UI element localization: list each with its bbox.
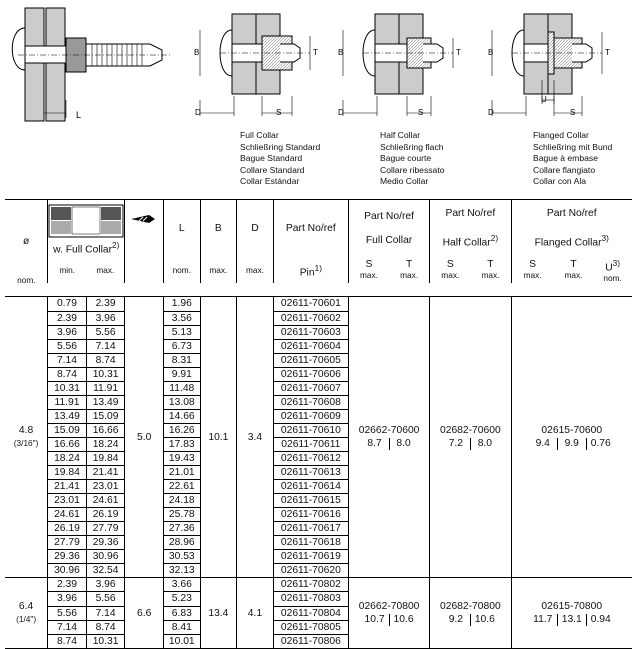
flanged-footnote: 3) — [601, 233, 609, 243]
cell-grip-max: 24.61 — [86, 494, 125, 508]
cell-l: 32.13 — [164, 564, 201, 578]
flanged-t: 13.1 — [561, 614, 582, 626]
half-collar-dims — [430, 437, 510, 450]
s-max: max. — [441, 270, 460, 281]
flanged-t: 9.9 — [564, 438, 579, 450]
header-part-no-flanged: Part No/ref — [546, 208, 597, 219]
cell-grip-min: 8.74 — [48, 367, 87, 381]
cell-pin: 02611-70611 — [273, 437, 348, 451]
cell-grip-max: 21.41 — [86, 466, 125, 480]
cell-l: 11.48 — [164, 381, 201, 395]
cell-grip-max: 32.54 — [86, 564, 125, 578]
header-diameter: ø — [5, 200, 48, 284]
cell-full-collar — [348, 297, 429, 578]
header-d-max: max. — [237, 257, 274, 283]
header-diam-nom: nom. — [17, 275, 36, 286]
full-collar-part: 02662-70800 — [358, 600, 420, 612]
caption-line: Schließring Standard — [240, 141, 321, 152]
header-flanged-t — [554, 257, 594, 283]
cell-pin: 02611-70612 — [273, 451, 348, 465]
full-collar-part: 02662-70600 — [358, 425, 420, 437]
header-full-collar-label: Full Collar — [365, 234, 413, 246]
cell-grip-max: 26.19 — [86, 508, 125, 522]
header-flanged-u — [593, 257, 632, 283]
header-max: max. — [86, 257, 125, 283]
drawing-installation — [12, 8, 170, 121]
pin-label: Pin — [299, 267, 315, 279]
cell-pin: 02611-70614 — [273, 480, 348, 494]
cell-pin: 02611-70618 — [273, 536, 348, 550]
header-part-no-pin: Part No/ref — [273, 200, 348, 258]
header-part-no-half: Part No/ref — [445, 208, 496, 219]
t-max: max. — [564, 270, 583, 281]
cell-grip-max: 8.74 — [86, 620, 125, 634]
cell-grip-min: 8.74 — [48, 634, 87, 648]
dim-label-b: B — [194, 48, 200, 57]
dim-label-u-flanged: U — [541, 95, 547, 104]
cell-pin: 02611-70601 — [273, 297, 348, 311]
cell-grip-max: 16.66 — [86, 423, 125, 437]
cell-full-collar — [348, 578, 429, 648]
cell-grip-max: 30.96 — [86, 550, 125, 564]
caption-line: Half Collar — [380, 130, 421, 140]
caption-line: Flanged Collar — [533, 130, 589, 140]
cell-pin: 02611-70603 — [273, 325, 348, 339]
caption-line: Collare ribessato — [380, 164, 445, 175]
dim-label-t-half: T — [456, 48, 461, 57]
cell-grip-max: 13.49 — [86, 395, 125, 409]
cell-l: 8.31 — [164, 353, 201, 367]
flanged-u: 0.76 — [590, 438, 611, 450]
drawing-half-collar — [343, 14, 453, 116]
cell-grip-min: 5.56 — [48, 606, 87, 620]
flanged-collar-dims — [512, 437, 633, 450]
header-full-s — [348, 257, 389, 283]
cell-pin: 02611-70616 — [273, 508, 348, 522]
half-t: 10.6 — [474, 614, 495, 626]
cell-grip-max: 7.14 — [86, 339, 125, 353]
cell-pin: 02611-70609 — [273, 409, 348, 423]
cell-pin: 02611-70607 — [273, 381, 348, 395]
full-s: 8.7 — [367, 438, 382, 450]
caption-full-collar — [240, 130, 320, 188]
cell-grip-max: 5.56 — [86, 592, 125, 606]
full-s: 10.7 — [364, 614, 385, 626]
header-half-collar — [430, 200, 511, 258]
cell-grip-min: 7.14 — [48, 353, 87, 367]
cell-pin: 02611-70620 — [273, 564, 348, 578]
cell-l: 1.96 — [164, 297, 201, 311]
cell-grip-max: 15.09 — [86, 409, 125, 423]
caption-line: Collare flangiato — [533, 164, 596, 175]
cell-l: 17.83 — [164, 437, 201, 451]
t-label: T — [570, 259, 577, 271]
flanged-collar-dims — [512, 613, 633, 626]
cell-b: 10.1 — [200, 297, 237, 578]
table-row — [5, 297, 632, 311]
specification-table — [5, 199, 632, 649]
cell-l: 25.78 — [164, 508, 201, 522]
caption-line: Full Collar — [240, 130, 279, 140]
cell-pin: 02611-70803 — [273, 592, 348, 606]
header-part-no-full: Part No/ref — [364, 210, 414, 222]
cell-pin: 02611-70805 — [273, 620, 348, 634]
cell-grip-min: 16.66 — [48, 437, 87, 451]
half-footnote: 2) — [490, 233, 499, 243]
header-grip — [48, 200, 125, 258]
cell-grip-min: 11.91 — [48, 395, 87, 409]
dim-label-l: L — [76, 110, 82, 120]
cell-pin: 02611-70804 — [273, 606, 348, 620]
cell-diameter — [5, 578, 48, 648]
diameter-value: 6.4 — [18, 600, 34, 612]
caption-flanged-collar — [533, 130, 612, 188]
flanged-collar-part: 02615-70800 — [541, 600, 603, 612]
header-flanged-s — [511, 257, 554, 283]
cell-grip-min: 24.61 — [48, 508, 87, 522]
drawing-full-collar — [200, 14, 310, 116]
cell-l: 16.26 — [164, 423, 201, 437]
header-d: D — [237, 200, 274, 258]
s-label: S — [365, 259, 373, 271]
s-label: S — [446, 259, 454, 271]
s-max: max. — [360, 270, 378, 281]
cell-pin: 02611-70608 — [273, 395, 348, 409]
cell-pin: 02611-70602 — [273, 311, 348, 325]
grip-range-icon — [48, 204, 124, 238]
cell-grip-max: 11.91 — [86, 381, 125, 395]
dim-label-d: D — [195, 108, 201, 117]
pin-footnote: 1) — [314, 262, 322, 273]
diameter-fraction: (1/4") — [16, 614, 37, 625]
cell-grip-max: 2.39 — [86, 297, 125, 311]
cell-l: 30.53 — [164, 550, 201, 564]
cell-grip-min: 3.96 — [48, 592, 87, 606]
full-collar-dims — [349, 437, 429, 450]
t-label: T — [487, 259, 494, 271]
cell-pin: 02611-70806 — [273, 634, 348, 648]
flanged-collar-part: 02615-70600 — [541, 425, 603, 437]
dim-label-t: T — [313, 48, 318, 57]
cell-l: 3.56 — [164, 311, 201, 325]
cell-grip-max: 10.31 — [86, 634, 125, 648]
dim-label-s: S — [276, 108, 282, 117]
cell-grip-min: 2.39 — [48, 311, 87, 325]
table-body — [5, 297, 632, 648]
half-s: 7.2 — [448, 438, 464, 450]
cell-pin: 02611-70619 — [273, 550, 348, 564]
half-collar-dims — [430, 613, 510, 626]
full-t: 10.6 — [393, 614, 414, 626]
diameter-value: 4.8 — [18, 425, 34, 437]
cell-l: 28.96 — [164, 536, 201, 550]
header-pin — [273, 257, 348, 283]
grip-footnote: 2) — [112, 240, 120, 250]
cell-grip-max: 23.01 — [86, 480, 125, 494]
half-collar-part: 02682-70600 — [440, 425, 501, 437]
t-max: max. — [481, 270, 500, 281]
cell-pin: 02611-70617 — [273, 522, 348, 536]
header-flanged-collar — [511, 200, 632, 258]
t-max: max. — [400, 270, 419, 281]
header-drill-blank — [125, 257, 164, 283]
header-full-collar — [348, 200, 429, 258]
cell-pin: 02611-70605 — [273, 353, 348, 367]
u-nom: nom. — [603, 273, 622, 284]
cell-grip-min: 13.49 — [48, 409, 87, 423]
header-l: L — [164, 200, 201, 258]
cell-l: 8.41 — [164, 620, 201, 634]
dim-label-b-flanged: B — [488, 48, 494, 57]
t-label: T — [405, 259, 413, 271]
dim-label-s-half: S — [418, 108, 424, 117]
header-half-t — [470, 257, 511, 283]
cell-diameter — [5, 297, 48, 578]
cell-grip-min: 18.24 — [48, 451, 87, 465]
grip-label: w. Full Collar — [53, 244, 113, 256]
drawing-flanged-collar — [492, 14, 602, 116]
cell-l: 6.83 — [164, 606, 201, 620]
cell-drill: 5.0 — [125, 297, 164, 578]
u-label: U — [605, 262, 613, 274]
cell-grip-min: 0.79 — [48, 297, 87, 311]
cell-grip-max: 29.36 — [86, 536, 125, 550]
cell-l: 14.66 — [164, 409, 201, 423]
dim-label-s-flanged: S — [570, 108, 576, 117]
cell-grip-min: 21.41 — [48, 480, 87, 494]
cell-grip-max: 3.96 — [86, 578, 125, 592]
cell-pin: 02611-70610 — [273, 423, 348, 437]
header-b: B — [200, 200, 237, 258]
cell-l: 19.43 — [164, 451, 201, 465]
header-full-t — [389, 257, 430, 283]
half-t: 8.0 — [477, 438, 493, 450]
table-row — [5, 578, 632, 592]
cell-grip-min: 3.96 — [48, 325, 87, 339]
diameter-fraction: (3/16") — [13, 438, 39, 449]
cell-grip-min: 7.14 — [48, 620, 87, 634]
full-collar-dims — [349, 613, 429, 626]
cell-grip-min: 27.79 — [48, 536, 87, 550]
cell-l: 3.66 — [164, 578, 201, 592]
caption-line: Bague courte — [380, 153, 432, 164]
cell-grip-max: 10.31 — [86, 367, 125, 381]
cell-l: 27.36 — [164, 522, 201, 536]
cell-grip-min: 30.96 — [48, 564, 87, 578]
cell-drill: 6.6 — [125, 578, 164, 648]
flanged-s: 9.4 — [535, 438, 550, 450]
dim-label-d-half: D — [338, 108, 344, 117]
cell-grip-max: 19.84 — [86, 451, 125, 465]
cell-flanged-collar — [511, 578, 632, 648]
cell-grip-min: 29.36 — [48, 550, 87, 564]
cell-grip-max: 7.14 — [86, 606, 125, 620]
cell-b: 13.4 — [200, 578, 237, 648]
header-drill — [125, 200, 164, 258]
cell-d: 4.1 — [237, 578, 274, 648]
cell-pin: 02611-70604 — [273, 339, 348, 353]
header-half-s — [430, 257, 471, 283]
header-flanged-collar-label: Flanged Collar — [534, 237, 602, 249]
cell-grip-max: 18.24 — [86, 437, 125, 451]
half-collar-part: 02682-70800 — [440, 600, 501, 612]
cell-grip-min: 15.09 — [48, 423, 87, 437]
header-l-nom: nom. — [164, 257, 201, 283]
cell-grip-min: 26.19 — [48, 522, 87, 536]
cell-l: 22.61 — [164, 480, 201, 494]
caption-line: Schließring mit Bund — [533, 141, 613, 152]
cell-grip-min: 19.84 — [48, 466, 87, 480]
s-max: max. — [523, 270, 542, 281]
cell-half-collar — [430, 297, 511, 578]
dim-label-d-flanged: D — [488, 108, 494, 117]
cell-grip-min: 10.31 — [48, 381, 87, 395]
cell-l: 6.73 — [164, 339, 201, 353]
cell-l: 9.91 — [164, 367, 201, 381]
cell-pin: 02611-70615 — [273, 494, 348, 508]
caption-half-collar — [380, 130, 444, 188]
caption-line: Medio Collar — [380, 176, 429, 187]
cell-pin: 02611-70606 — [273, 367, 348, 381]
half-s: 9.2 — [448, 614, 464, 626]
s-label: S — [529, 259, 537, 271]
cell-grip-max: 8.74 — [86, 353, 125, 367]
header-spacer — [48, 283, 632, 297]
cell-pin: 02611-70802 — [273, 578, 348, 592]
cell-l: 10.01 — [164, 634, 201, 648]
flanged-u: 0.94 — [590, 614, 611, 626]
caption-line: Bague à embase — [533, 153, 598, 164]
header-b-max: max. — [200, 257, 237, 283]
cell-l: 21.01 — [164, 466, 201, 480]
cell-flanged-collar — [511, 297, 632, 578]
caption-line: Collar Estándar — [240, 176, 300, 187]
cell-half-collar — [430, 578, 511, 648]
u-footnote: 3) — [612, 257, 621, 268]
cell-grip-max: 3.96 — [86, 311, 125, 325]
cell-pin: 02611-70613 — [273, 466, 348, 480]
cell-l: 24.18 — [164, 494, 201, 508]
caption-line: Schließring flach — [380, 141, 444, 152]
drill-icon — [129, 212, 159, 226]
full-t: 8.0 — [396, 438, 411, 450]
caption-line: Bague Standard — [240, 153, 303, 164]
cell-l: 5.23 — [164, 592, 201, 606]
caption-line: Collare Standard — [240, 164, 305, 175]
cell-grip-max: 27.79 — [86, 522, 125, 536]
cell-grip-min: 5.56 — [48, 339, 87, 353]
cell-l: 5.13 — [164, 325, 201, 339]
cell-d: 3.4 — [237, 297, 274, 578]
dim-label-t-flanged: T — [605, 48, 610, 57]
cell-grip-max: 5.56 — [86, 325, 125, 339]
cell-grip-min: 2.39 — [48, 578, 87, 592]
dim-label-b-half: B — [338, 48, 344, 57]
header-min: min. — [48, 257, 87, 283]
header-half-collar-label: Half Collar — [442, 237, 491, 249]
cell-grip-min: 23.01 — [48, 494, 87, 508]
cell-l: 13.08 — [164, 395, 201, 409]
caption-line: Collar con Ala — [533, 176, 587, 187]
flanged-s: 11.7 — [533, 614, 553, 626]
